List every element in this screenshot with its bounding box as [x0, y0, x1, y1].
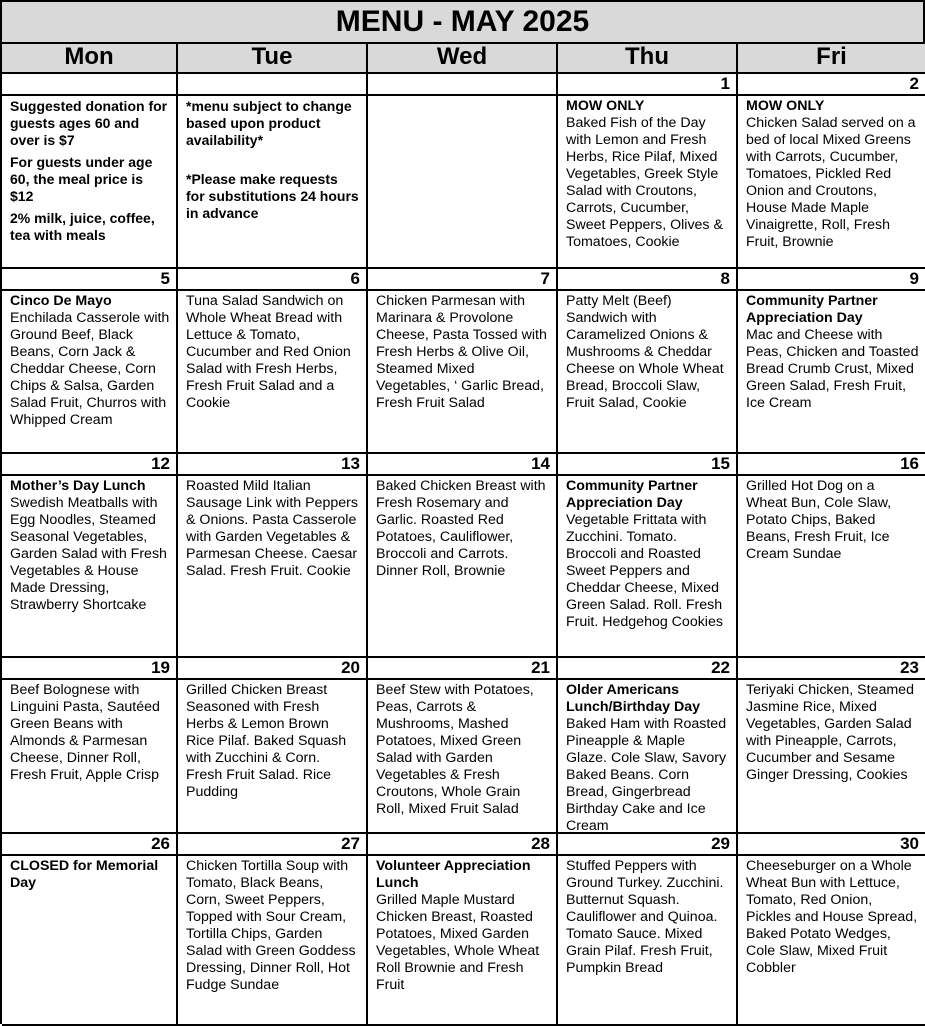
pricing-notes	[2, 96, 178, 269]
day-number: 9	[738, 269, 925, 291]
menu-cell-9	[738, 269, 925, 454]
menu-cell-2	[738, 96, 925, 269]
day-number: 29	[558, 834, 736, 856]
day-number: 23	[738, 658, 925, 680]
day-number: 7	[368, 269, 556, 291]
day-number: 8	[558, 269, 736, 291]
menu-text: Chicken Tortilla Soup with Tomato, Black Beans, Corn, Sweet Peppers, Topped with Sour Cream, Tortilla Chips, Garden Salad with Green Goddess Dressing, Dinner Roll, Hot Fudge Sundae	[186, 858, 356, 993]
menu-heading: MOW ONLY	[566, 98, 645, 114]
day-number: 2	[738, 74, 925, 96]
menu-cell-6	[178, 269, 368, 454]
menu-cell-27	[178, 834, 368, 1026]
note-donation: Suggested donation for guests ages 60 and over is $7	[10, 98, 168, 148]
menu-cell-5	[2, 269, 178, 454]
menu-text: Tuna Salad Sandwich on Whole Wheat Bread with Lettuce & Tomato, Cucumber and Red Onion Salad with Fresh Herbs, Fresh Fruit Salad and a Cookie	[186, 293, 351, 411]
day-number	[2, 74, 178, 96]
menu-text: Beef Bolognese with Linguini Pasta, Sautéed Green Beans with Almonds & Parmesan Cheese, Dinner Roll, Fresh Fruit, Apple Crisp	[10, 682, 160, 783]
day-number: 5	[2, 269, 176, 291]
day-number: 12	[2, 454, 176, 476]
day-number: 13	[178, 454, 366, 476]
menu-cell-23	[738, 658, 925, 834]
menu-heading: Volunteer Appreciation Lunch	[376, 858, 531, 891]
menu-text: Chicken Parmesan with Marinara & Provolone Cheese, Pasta Tossed with Fresh Herbs & Olive Oil, Steamed Mixed Vegetables, ‘ Garlic Bread, Fresh Fruit Salad	[376, 293, 547, 411]
menu-cell-28	[368, 834, 558, 1026]
menu-heading: Community Partner Appreciation Day	[566, 478, 698, 511]
menu-cell-29	[558, 834, 738, 1026]
menu-text: Vegetable Frittata with Zucchini. Tomato. Broccoli and Roasted Sweet Peppers and Cheddar Cheese, Mixed Green Salad. Roll. Fresh Fruit. Hedgehog Cookies	[566, 512, 723, 630]
menu-cell-13	[178, 454, 368, 658]
header-tue: Tue	[178, 44, 368, 74]
menu-heading: Older Americans Lunch/Birthday Day	[566, 682, 701, 715]
day-number: 19	[2, 658, 176, 680]
menu-cell-15	[558, 454, 738, 658]
menu-cell-7	[368, 269, 558, 454]
note-substitutions: *Please make requests for substitutions 24 hours in advance	[186, 171, 359, 221]
menu-cell-14	[368, 454, 558, 658]
header-thu: Thu	[558, 44, 738, 74]
menu-text: Baked Ham with Roasted Pineapple & Maple Glaze. Cole Slaw, Savory Baked Beans. Corn Bread, Gingerbread Birthday Cake and Ice Cream	[566, 716, 727, 834]
menu-text: Grilled Chicken Breast Seasoned with Fresh Herbs & Lemon Brown Rice Pilaf. Baked Squash with Zucchini & Corn. Fresh Fruit Salad. Rice Pudding	[186, 682, 347, 800]
menu-text: Grilled Hot Dog on a Wheat Bun, Cole Slaw, Potato Chips, Baked Beans, Fresh Fruit, Ice Cream Sundae	[746, 478, 892, 562]
day-number: 1	[558, 74, 738, 96]
menu-cell-26	[2, 834, 178, 1026]
menu-text: Baked Chicken Breast with Fresh Rosemary and Garlic. Roasted Red Potatoes, Cauliflower, Broccoli and Carrots. Dinner Roll, Brownie	[376, 478, 546, 579]
day-number: 27	[178, 834, 366, 856]
day-number: 16	[738, 454, 925, 476]
header-wed: Wed	[368, 44, 558, 74]
menu-text: Cheeseburger on a Whole Wheat Bun with Lettuce, Tomato, Red Onion, Pickles and House Spread, Baked Potato Wedges, Cole Slaw, Mixed Fruit Cobbler	[746, 858, 918, 976]
calendar-grid	[0, 42, 925, 1024]
menu-text: Enchilada Casserole with Ground Beef, Black Beans, Corn Jack & Cheddar Cheese, Corn Chips & Salsa, Garden Salad Fruit, Churros with Whipped Cream	[10, 310, 170, 428]
menu-cell-1	[558, 96, 738, 269]
menu-heading: CLOSED for Memorial Day	[10, 858, 159, 891]
menu-title: MENU - MAY 2025	[0, 0, 925, 44]
note-subject-to-change: *menu subject to change based upon product availability*	[186, 98, 352, 148]
menu-heading: Community Partner Appreciation Day	[746, 293, 878, 326]
note-beverages: 2% milk, juice, coffee, tea with meals	[10, 210, 155, 243]
note-price: For guests under age 60, the meal price is $12	[10, 154, 153, 204]
empty-cell	[368, 96, 558, 269]
menu-cell-12	[2, 454, 178, 658]
menu-text: Swedish Meatballs with Egg Noodles, Steamed Seasonal Vegetables, Garden Salad with Fresh Vegetables & House Made Dressing, Strawberry Shortcake	[10, 495, 167, 613]
day-number: 15	[558, 454, 736, 476]
menu-cell-21	[368, 658, 558, 834]
day-number: 28	[368, 834, 556, 856]
day-number	[368, 74, 558, 96]
menu-cell-8	[558, 269, 738, 454]
day-number: 6	[178, 269, 366, 291]
day-number: 30	[738, 834, 925, 856]
menu-text: Grilled Maple Mustard Chicken Breast, Roasted Potatoes, Mixed Garden Vegetables, Whole Wheat Roll Brownie and Fresh Fruit	[376, 892, 540, 993]
menu-cell-30	[738, 834, 925, 1026]
menu-text: Stuffed Peppers with Ground Turkey. Zucchini. Butternut Squash. Cauliflower and Quinoa. Tomato Sauce. Mixed Grain Pilaf. Fresh Fruit, Pumpkin Bread	[566, 858, 724, 976]
header-fri: Fri	[738, 44, 925, 74]
policy-notes	[178, 96, 368, 269]
menu-heading: Cinco De Mayo	[10, 293, 112, 309]
day-number	[178, 74, 368, 96]
menu-text: Teriyaki Chicken, Steamed Jasmine Rice, Mixed Vegetables, Garden Salad with Pineapple, Carrots, Cucumber and Sesame Ginger Dressing, Cookies	[746, 682, 914, 783]
menu-text: Roasted Mild Italian Sausage Link with Peppers & Onions. Pasta Casserole with Garden Vegetables & Parmesan Cheese. Caesar Salad. Fresh Fruit. Cookie	[186, 478, 358, 579]
header-mon: Mon	[2, 44, 178, 74]
menu-text: Baked Fish of the Day with Lemon and Fresh Herbs, Rice Pilaf, Mixed Vegetables, Greek Style Salad with Croutons, Carrots, Cucumber, Sweet Peppers, Olives & Tomatoes, Cookie	[566, 115, 723, 250]
day-number: 14	[368, 454, 556, 476]
day-number: 20	[178, 658, 366, 680]
menu-cell-19	[2, 658, 178, 834]
day-number: 21	[368, 658, 556, 680]
menu-text: Patty Melt (Beef) Sandwich with Caramelized Onions & Mushrooms & Cheddar Cheese on Whole Wheat Bread, Broccoli Slaw, Fruit Salad, Cookie	[566, 293, 724, 411]
menu-cell-22	[558, 658, 738, 834]
day-number: 22	[558, 658, 736, 680]
menu-heading: Mother’s Day Lunch	[10, 478, 146, 494]
menu-text: Chicken Salad served on a bed of local Mixed Greens with Carrots, Cucumber, Tomatoes, Pickled Red Onion and Croutons, House Made Maple Vinaigrette, Roll, Fresh Fruit, Brownie	[746, 115, 916, 250]
menu-cell-20	[178, 658, 368, 834]
day-number: 26	[2, 834, 176, 856]
menu-text: Mac and Cheese with Peas, Chicken and Toasted Bread Crumb Crust, Mixed Green Salad, Fresh Fruit, Ice Cream	[746, 327, 919, 411]
menu-heading: MOW ONLY	[746, 98, 825, 114]
menu-cell-16	[738, 454, 925, 658]
menu-text: Beef Stew with Potatoes, Peas, Carrots & Mushrooms, Mashed Potatoes, Mixed Green Salad with Garden Vegetables & Fresh Croutons, Whole Grain Roll, Mixed Fruit Salad	[376, 682, 534, 817]
